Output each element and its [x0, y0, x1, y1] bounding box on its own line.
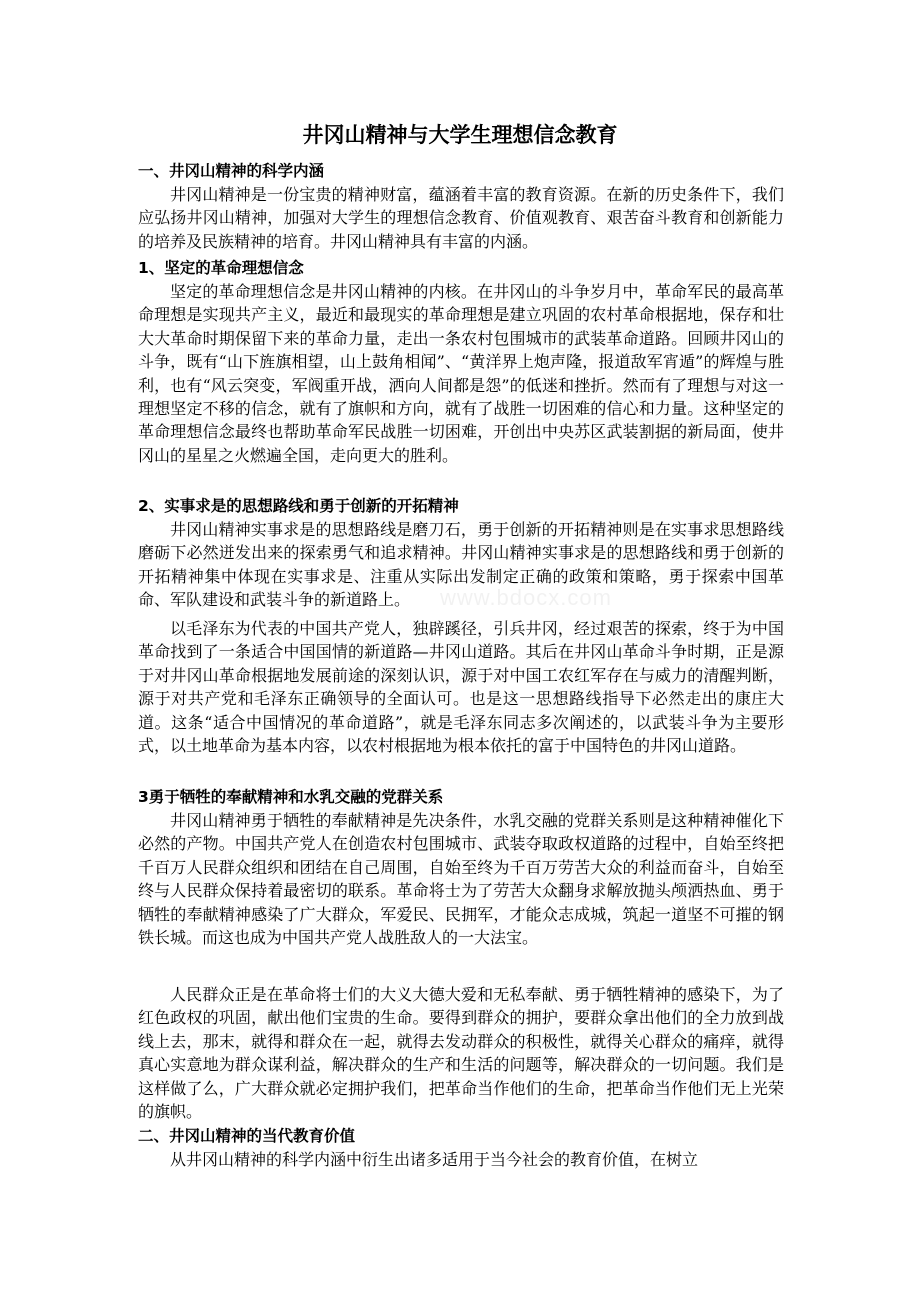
paragraph: 人民群众正是在革命将士们的大义大德大爱和无私奉献、勇于牺牲精神的感染下，为了红色政权的巩固，献出他们宝贵的生命。要得到群众的拥护，要群众拿出他们的全力放到战线上去，那末，就得和群众在一起，就得去发动群众的积极性，就得关心群众的痛痒，就得真心实意地为群众谋利益，解决群众的生产和生活的问题等，解决群众的一切问题。我们是这样做了么，广大群众就必定拥护我们，把革命当作他们的生命，把革命当作他们无上光荣的旗帜。 [138, 985, 784, 1122]
section-heading-2: 1、坚定的革命理想信念 [138, 259, 304, 277]
paragraph: 井冈山精神实事求是的思想路线是磨刀石，勇于创新的开拓精神则是在实事求思想路线磨砺下必然迸发出来的探索勇气和追求精神。井冈山精神实事求是的思想路线和勇于创新的开拓精神集中体现在实事求是、注重从实际出发制定正确的政策和策略，勇于探索中国革命、军队建设和武装斗争的新道路上。 [138, 520, 784, 610]
paragraph: 从井冈山精神的科学内涵中衍生出诸多适用于当今社会的教育价值，在树立 [170, 1150, 699, 1169]
section-heading-4: 3勇于牺牲的奉献精神和水乳交融的党群关系 [138, 788, 444, 806]
document-title: 井冈山精神与大学生理想信念教育 [302, 123, 618, 147]
paragraph: 井冈山精神是一份宝贵的精神财富，蕴涵着丰富的教育资源。在新的历史条件下，我们应弘扬井冈山精神，加强对大学生的理想信念教育、价值观教育、艰苦奋斗教育和创新能力的培养及民族精神的培育。井冈山精神具有丰富的内涵。 [138, 185, 784, 251]
paragraph: 坚定的革命理想信念是井冈山精神的内核。在井冈山的斗争岁月中，革命军民的最高革命理想是实现共产主义，最近和最现实的革命理想是建立巩固的农村革命根据地，保存和壮大大革命时期保留下来的革命力量，走出一条农村包围城市的武装革命道路。回顾井冈山的斗争，既有“山下旌旗相望，山上鼓角相闻”、“黄洋界上炮声隆，报道敌军宵遁”的辉煌与胜利，也有“风云突变，军阀重开战，洒向人间都是怨”的低迷和挫折。然而有了理想与对这一理想坚定不移的信念，就有了旗帜和方向，就有了战胜一切困难的信心和力量。这种坚定的革命理想信念最终也帮助革命军民战胜一切困难，开创出中央苏区武装割据的新局面，使井冈山的星星之火燃遍全国，走向更大的胜利。 [138, 282, 784, 465]
watermark: www.bdocx.com [440, 585, 612, 610]
section-heading-1: 一、井冈山精神的科学内涵 [138, 162, 325, 180]
section-heading-5: 二、井冈山精神的当代教育价值 [138, 1127, 356, 1145]
section-heading-3: 2、实事求是的思想路线和勇于创新的开拓精神 [138, 497, 459, 515]
paragraph: 以毛泽东为代表的中国共产党人，独辟蹊径，引兵井冈，经过艰苦的探索，终于为中国革命找到了一条适合中国国情的新道路—井冈山道路。其后在井冈山革命斗争时期，正是源于对井冈山革命根据地发展前途的深刻认识，源于对中国工农红军存在与威力的清醒判断，源于对共产党和毛泽东正确领导的全面认可。也是这一思想路线指导下必然走出的康庄大道。这条“适合中国情况的革命道路”，就是毛泽东同志多次阐述的，以武装斗争为主要形式，以土地革命为基本内容，以农村根据地为根本依托的富于中国特色的井冈山道路。 [138, 619, 784, 756]
paragraph: 井冈山精神勇于牺牲的奉献精神是先决条件，水乳交融的党群关系则是这种精神催化下必然的产物。中国共产党人在创造农村包围城市、武装夺取政权道路的过程中，自始至终把千百万人民群众组织和团结在自己周围，自始至终为千百万劳苦大众的利益而奋斗，自始至终与人民群众保持着最密切的联系。革命将士为了劳苦大众翻身求解放抛头颅洒热血、勇于牺牲的奉献精神感染了广大群众，军爱民、民拥军，才能众志成城，筑起一道坚不可摧的钢铁长城。而这也成为中国共产党人战胜敌人的一大法宝。 [138, 811, 784, 948]
